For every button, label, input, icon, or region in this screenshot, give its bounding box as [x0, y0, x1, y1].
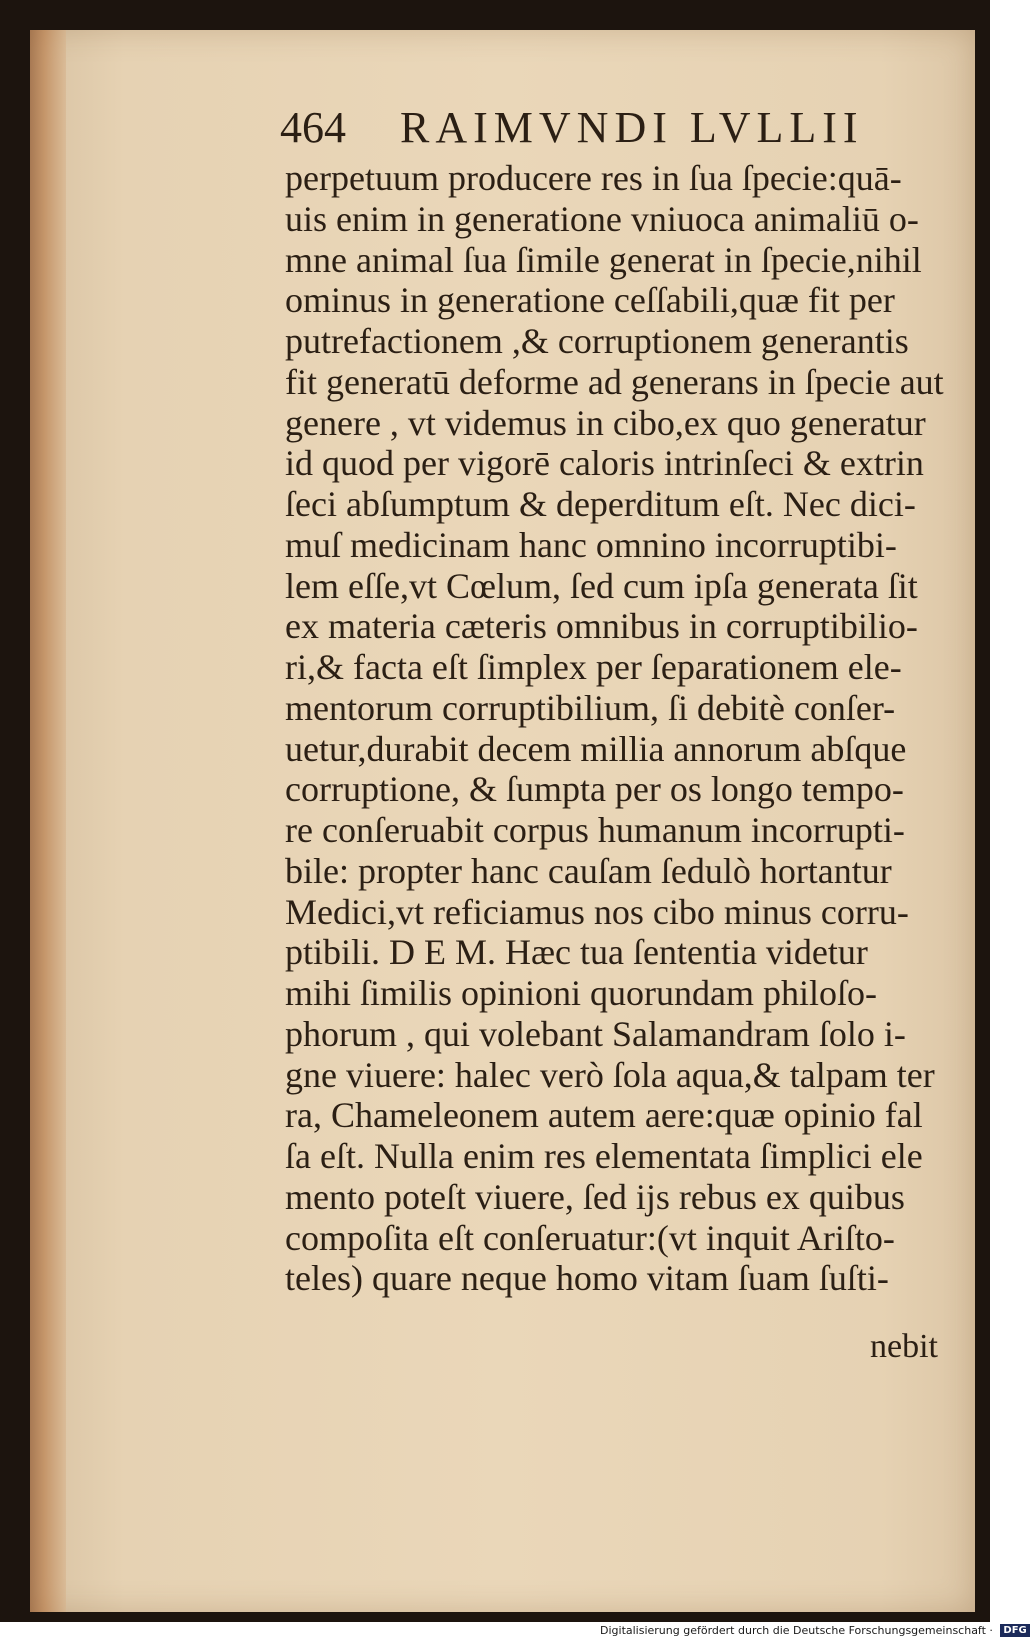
- running-title: RAIMVNDI LVLLII: [400, 103, 864, 152]
- text-line: phorum , qui volebant Salamandram ſolo i-: [285, 1013, 906, 1054]
- digitization-footer: [600, 1622, 1027, 1639]
- text-line: genere , vt videmus in cibo,ex quo generatur: [285, 402, 926, 443]
- text-line: ſeci abſumptum & deperditum eſt. Nec dici-: [285, 484, 916, 524]
- text-line: lem eſſe,vt Cœlum, ſed cum ipſa generata ſit: [285, 565, 918, 606]
- text-line: corruptione, & ſumpta per os longo tempo-: [285, 769, 904, 810]
- text-line: ri,& facta eſt ſimplex per ſeparationem ele-: [285, 647, 902, 687]
- text-line: uetur,durabit decem millia annorum abſque: [285, 728, 907, 769]
- text-line: gne viuere: halec verò ſola aqua,& talpam ter: [285, 1054, 935, 1095]
- page-edge: [30, 30, 66, 1612]
- text-line: perpetuum producere res in ſua ſpecie:quā-: [285, 158, 902, 198]
- footer-credit: Digitalisierung gefördert durch die Deutsche Forschungsgemeinschaft ·: [600, 1624, 993, 1637]
- text-line: ſa eſt. Nulla enim res elementata ſimplici ele: [285, 1136, 923, 1176]
- text-line: re conſeruabit corpus humanum incorrupti-: [285, 810, 905, 850]
- body-text: [285, 158, 945, 1299]
- text-line: id quod per vigorē caloris intrinſeci & extrin: [285, 443, 924, 484]
- catchword: nebit: [870, 1328, 938, 1365]
- text-line: mento poteſt viuere, ſed ijs rebus ex quibus: [285, 1176, 905, 1217]
- text-line: mne animal ſua ſimile generat in ſpecie,nihil: [285, 239, 922, 280]
- text-line: ominus in generatione ceſſabili,quæ fit per: [285, 280, 895, 321]
- text-line: teles) quare neque homo vitam ſuam ſuſti-: [285, 1258, 889, 1299]
- text-line: bile: propter hanc cauſam ſedulò hortantur: [285, 850, 892, 891]
- text-line: compoſita eſt conſeruatur:(vt inquit Ariſto-: [285, 1217, 895, 1258]
- text-line: mihi ſimilis opinioni quorundam philoſo-: [285, 973, 877, 1013]
- text-line: ra, Chameleonem autem aere:quæ opinio fal: [285, 1095, 923, 1136]
- text-line: uis enim in generatione vniuoca animaliū o-: [285, 198, 919, 239]
- dfg-logo: DFG: [1000, 1624, 1029, 1637]
- text-line: muſ medicinam hanc omnino incorruptibi-: [285, 524, 897, 565]
- text-line: ptibili. D E M. Hæc tua ſententia videtur: [285, 932, 868, 973]
- text-line: Medici,vt reficiamus nos cibo minus corru-: [285, 891, 909, 932]
- text-line: ex materia cæteris omnibus in corruptibilio-: [285, 606, 918, 647]
- text-line: mentorum corruptibilium, ſi debitè conſer-: [285, 687, 896, 728]
- page-number: 464: [280, 103, 346, 152]
- text-line: putrefactionem ,& corruptionem generantis: [285, 321, 909, 361]
- text-line: fit generatū deforme ad generans in ſpecie aut: [285, 361, 944, 402]
- running-head: [280, 100, 920, 156]
